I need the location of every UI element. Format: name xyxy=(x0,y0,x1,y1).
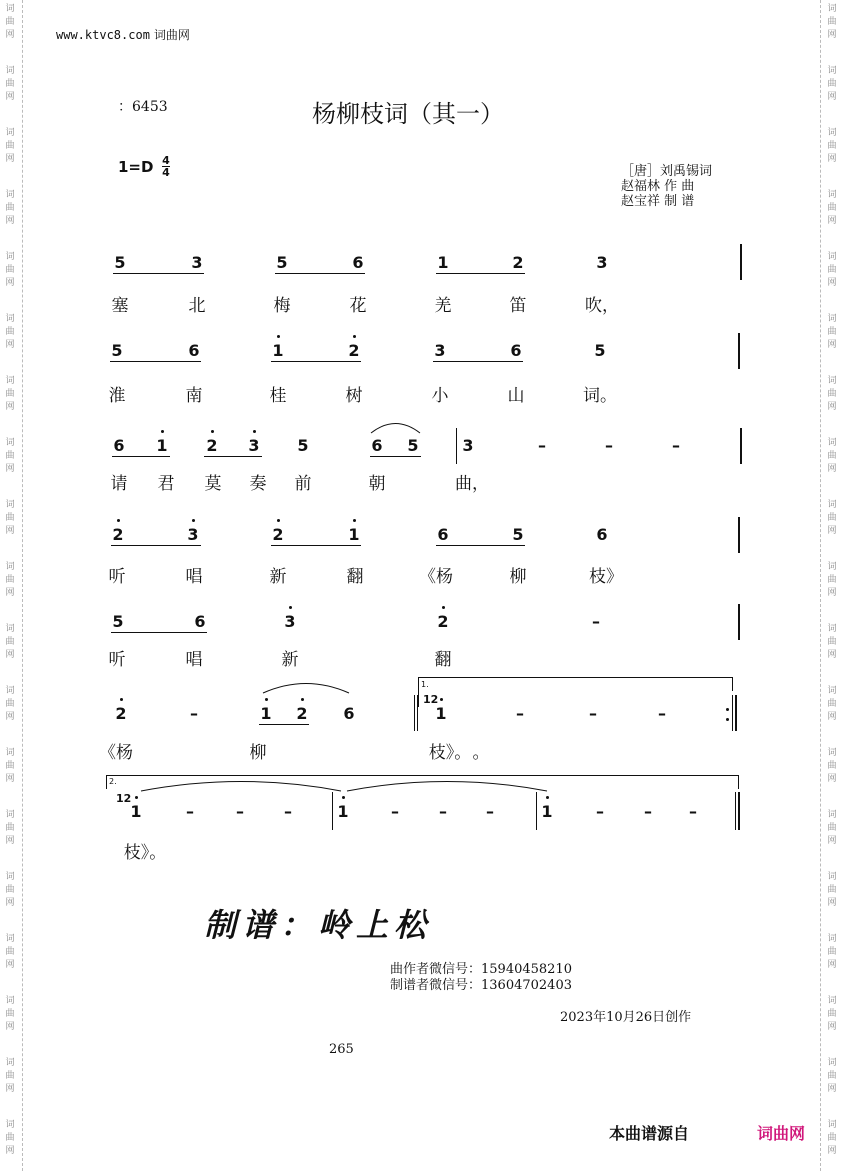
barline xyxy=(106,775,107,789)
octave-dot-high xyxy=(353,335,356,338)
watermark-char: 网 xyxy=(5,774,15,784)
barline xyxy=(456,428,457,464)
underline xyxy=(271,545,361,546)
note: 3 xyxy=(596,253,608,272)
watermark-char: 曲 xyxy=(827,1009,837,1019)
right-dashed-border xyxy=(820,0,821,1171)
lyric: 唱 xyxy=(185,650,203,670)
watermark-char: 词 xyxy=(5,810,15,820)
watermark-char: 网 xyxy=(5,92,15,102)
underline xyxy=(110,361,201,362)
note: 6 xyxy=(352,253,364,272)
watermark-char: 曲 xyxy=(827,761,837,771)
underline xyxy=(112,456,170,457)
watermark-char: 曲 xyxy=(5,885,15,895)
lyric-punct: 。 xyxy=(472,743,490,763)
watermark-char: 词 xyxy=(827,4,837,14)
lyric: 吹， xyxy=(585,296,619,316)
watermark-char: 词 xyxy=(827,500,837,510)
lyric: 花 xyxy=(349,296,367,316)
watermark-char: 曲 xyxy=(5,1133,15,1143)
note: 6 xyxy=(194,612,206,631)
wechat-info xyxy=(390,962,572,994)
watermark-char: 网 xyxy=(827,92,837,102)
watermark-char: 曲 xyxy=(5,389,15,399)
arranger-wechat: 制谱者微信号：13604702403 xyxy=(390,978,572,993)
note: 1 xyxy=(130,802,142,821)
barline xyxy=(738,333,740,369)
watermark-char: 曲 xyxy=(827,513,837,523)
watermark-char: 网 xyxy=(5,340,15,350)
watermark-char: 词 xyxy=(827,686,837,696)
grace-note: 12 xyxy=(116,792,132,805)
watermark-char: 网 xyxy=(5,650,15,660)
lyric: 梅 xyxy=(273,296,291,316)
note: – xyxy=(658,704,666,723)
underline xyxy=(111,545,201,546)
lyric: 枝》 xyxy=(589,567,623,587)
octave-dot-high xyxy=(342,796,345,799)
credits xyxy=(621,164,712,209)
underline xyxy=(433,361,523,362)
barline xyxy=(740,428,742,464)
barline xyxy=(735,792,736,830)
lyric: 听 xyxy=(108,567,126,587)
site-name: 词曲网 xyxy=(153,28,190,42)
watermark-char: 曲 xyxy=(5,327,15,337)
lyric: 听 xyxy=(108,650,126,670)
barline xyxy=(738,792,740,830)
note: – xyxy=(439,802,447,821)
watermark-char: 曲 xyxy=(827,823,837,833)
note: 2 xyxy=(512,253,524,272)
watermark-char: 词 xyxy=(827,376,837,386)
watermark-char: 词 xyxy=(827,1058,837,1068)
note: – xyxy=(516,704,524,723)
watermark-char: 网 xyxy=(827,30,837,40)
note: 3 xyxy=(434,341,446,360)
barline xyxy=(418,677,419,707)
watermark-char: 词 xyxy=(827,562,837,572)
lyric: 淮 xyxy=(108,386,126,406)
underline xyxy=(370,456,421,457)
note: 5 xyxy=(111,341,123,360)
note: 2 xyxy=(115,704,127,723)
octave-dot-high xyxy=(211,430,214,433)
watermark-char: 词 xyxy=(5,996,15,1006)
note: 5 xyxy=(297,436,309,455)
watermark-char: 词 xyxy=(827,810,837,820)
watermark-char: 曲 xyxy=(5,265,15,275)
lyric: 君 xyxy=(157,474,175,494)
watermark-char: 网 xyxy=(827,588,837,598)
watermark-char: 网 xyxy=(827,1022,837,1032)
note: 5 xyxy=(114,253,126,272)
barline xyxy=(414,695,415,731)
note: 1 xyxy=(272,341,284,360)
note: 6 xyxy=(371,436,383,455)
watermark-char: 词 xyxy=(5,1120,15,1130)
watermark-char: 词 xyxy=(827,66,837,76)
tie-arc xyxy=(370,420,421,434)
song-title: 杨柳枝词（其一） xyxy=(312,100,504,128)
note: 2 xyxy=(296,704,308,723)
watermark-char: 词 xyxy=(5,438,15,448)
watermark-char: 网 xyxy=(827,216,837,226)
watermark-char: 网 xyxy=(5,836,15,846)
lyric: 翻 xyxy=(434,650,452,670)
watermark-char: 词 xyxy=(5,1058,15,1068)
octave-dot-high xyxy=(265,698,268,701)
watermark-char: 词 xyxy=(5,872,15,882)
watermark-char: 词 xyxy=(5,314,15,324)
barline xyxy=(536,792,537,830)
octave-dot-high xyxy=(135,796,138,799)
note: – xyxy=(190,704,198,723)
page-number: 265 xyxy=(329,1042,354,1057)
watermark-char: 网 xyxy=(827,774,837,784)
tie-arc xyxy=(346,778,548,792)
watermark-char: 网 xyxy=(827,402,837,412)
watermark-char: 曲 xyxy=(827,1133,837,1143)
watermark-char: 曲 xyxy=(827,451,837,461)
underline xyxy=(436,545,525,546)
note: 3 xyxy=(462,436,474,455)
composer-wechat: 曲作者微信号：15940458210 xyxy=(390,962,572,977)
right-watermark-strip xyxy=(824,0,840,1171)
watermark-char: 曲 xyxy=(5,203,15,213)
watermark-char: 词 xyxy=(5,376,15,386)
creation-date: 2023年10月26日创作 xyxy=(560,1010,692,1025)
ending-label: 2. xyxy=(109,777,117,786)
watermark-char: 曲 xyxy=(827,79,837,89)
watermark-char: 曲 xyxy=(827,699,837,709)
octave-dot-high xyxy=(120,698,123,701)
watermark-char: 网 xyxy=(5,216,15,226)
octave-dot-high xyxy=(301,698,304,701)
score-number: ：6453 xyxy=(118,99,168,115)
underline xyxy=(275,273,365,274)
note: – xyxy=(605,436,613,455)
note: – xyxy=(284,802,292,821)
watermark-char: 词 xyxy=(827,996,837,1006)
note: – xyxy=(672,436,680,455)
note: 5 xyxy=(276,253,288,272)
watermark-char: 曲 xyxy=(5,17,15,27)
watermark-char: 网 xyxy=(5,898,15,908)
watermark-char: 网 xyxy=(5,30,15,40)
watermark-char: 网 xyxy=(827,836,837,846)
note: 6 xyxy=(343,704,355,723)
watermark-char: 词 xyxy=(5,686,15,696)
note: 6 xyxy=(596,525,608,544)
lyric: 《杨 xyxy=(99,743,133,763)
note: – xyxy=(186,802,194,821)
watermark-char: 曲 xyxy=(5,141,15,151)
note: 1 xyxy=(435,704,447,723)
key-signature: 1=D xyxy=(118,158,154,176)
note: – xyxy=(236,802,244,821)
note: – xyxy=(592,612,600,631)
watermark-char: 词 xyxy=(827,748,837,758)
meter-top: 4 xyxy=(162,154,170,167)
octave-dot-high xyxy=(277,519,280,522)
underline xyxy=(111,632,207,633)
note: 6 xyxy=(188,341,200,360)
tie-arc xyxy=(262,680,350,694)
note: 3 xyxy=(191,253,203,272)
watermark-char: 曲 xyxy=(5,637,15,647)
lyric: 翻 xyxy=(346,567,364,587)
lyric: 奏 xyxy=(249,474,267,494)
note: 5 xyxy=(594,341,606,360)
octave-dot-high xyxy=(161,430,164,433)
watermark-char: 词 xyxy=(827,438,837,448)
octave-dot-high xyxy=(353,519,356,522)
source-brand-link[interactable]: 词曲网 xyxy=(757,1124,806,1143)
note: – xyxy=(689,802,697,821)
ending-bracket xyxy=(106,775,739,776)
watermark-char: 词 xyxy=(5,4,15,14)
watermark-char: 曲 xyxy=(827,947,837,957)
note: 2 xyxy=(206,436,218,455)
watermark-char: 词 xyxy=(5,934,15,944)
octave-dot-high xyxy=(442,606,445,609)
watermark-char: 网 xyxy=(827,712,837,722)
watermark-char: 曲 xyxy=(5,699,15,709)
lyric: 山 xyxy=(507,386,525,406)
watermark-char: 曲 xyxy=(827,265,837,275)
watermark-char: 词 xyxy=(5,624,15,634)
lyric: 莫 xyxy=(204,474,222,494)
watermark-char: 网 xyxy=(5,588,15,598)
note: 1 xyxy=(260,704,272,723)
note: – xyxy=(391,802,399,821)
barline xyxy=(735,695,737,731)
lyric: 柳 xyxy=(249,743,267,763)
watermark-char: 曲 xyxy=(5,575,15,585)
watermark-char: 词 xyxy=(5,66,15,76)
watermark-char: 词 xyxy=(827,190,837,200)
barline xyxy=(732,677,733,691)
underline xyxy=(113,273,204,274)
watermark-char: 词 xyxy=(5,500,15,510)
left-watermark-strip xyxy=(2,0,18,1171)
watermark-char: 网 xyxy=(827,340,837,350)
repeat-dot xyxy=(726,708,729,711)
watermark-char: 曲 xyxy=(827,637,837,647)
watermark-char: 网 xyxy=(827,1084,837,1094)
note: 5 xyxy=(112,612,124,631)
note: 3 xyxy=(187,525,199,544)
lyric: 羌 xyxy=(434,296,452,316)
watermark-char: 曲 xyxy=(827,17,837,27)
note: 3 xyxy=(248,436,260,455)
watermark-char: 网 xyxy=(827,464,837,474)
tie-arc xyxy=(140,778,342,792)
watermark-char: 词 xyxy=(827,314,837,324)
note: 2 xyxy=(348,341,360,360)
lyric: 柳 xyxy=(509,567,527,587)
watermark-char: 网 xyxy=(5,526,15,536)
octave-dot-high xyxy=(546,796,549,799)
barline xyxy=(740,244,742,280)
watermark-char: 词 xyxy=(5,748,15,758)
watermark-char: 词 xyxy=(827,128,837,138)
lyric: 唱 xyxy=(185,567,203,587)
watermark-char: 曲 xyxy=(827,327,837,337)
watermark-char: 网 xyxy=(5,1146,15,1156)
watermark-char: 曲 xyxy=(5,513,15,523)
watermark-char: 曲 xyxy=(5,1071,15,1081)
watermark-char: 曲 xyxy=(5,79,15,89)
watermark-char: 词 xyxy=(5,252,15,262)
note: – xyxy=(538,436,546,455)
lyric: 请 xyxy=(110,474,128,494)
watermark-char: 曲 xyxy=(827,141,837,151)
lyric: 桂 xyxy=(269,386,287,406)
note: – xyxy=(644,802,652,821)
lyric: 《杨 xyxy=(419,567,453,587)
watermark-char: 网 xyxy=(827,154,837,164)
note: 1 xyxy=(337,802,349,821)
watermark-char: 词 xyxy=(827,252,837,262)
watermark-char: 词 xyxy=(5,128,15,138)
watermark-char: 网 xyxy=(5,1022,15,1032)
watermark-char: 曲 xyxy=(827,389,837,399)
lyric: 枝》。 xyxy=(123,843,167,863)
lyric: 枝》。 xyxy=(428,743,472,763)
watermark-char: 词 xyxy=(827,934,837,944)
note: 3 xyxy=(284,612,296,631)
credit-arranger: 赵宝祥 制 谱 xyxy=(621,194,695,209)
octave-dot-high xyxy=(289,606,292,609)
watermark-char: 网 xyxy=(827,526,837,536)
note: – xyxy=(596,802,604,821)
note: 2 xyxy=(112,525,124,544)
octave-dot-high xyxy=(117,519,120,522)
watermark-char: 词 xyxy=(5,190,15,200)
note: 1 xyxy=(156,436,168,455)
watermark-char: 网 xyxy=(827,278,837,288)
watermark-char: 曲 xyxy=(827,203,837,213)
underline xyxy=(259,724,309,725)
watermark-char: 词 xyxy=(827,872,837,882)
watermark-char: 词 xyxy=(827,1120,837,1130)
ending-label: 1. xyxy=(421,680,429,689)
note: 6 xyxy=(437,525,449,544)
note: 1 xyxy=(437,253,449,272)
barline xyxy=(738,604,740,640)
underline xyxy=(204,456,262,457)
note: – xyxy=(589,704,597,723)
note: 1 xyxy=(348,525,360,544)
barline xyxy=(738,775,739,789)
watermark-char: 曲 xyxy=(5,947,15,957)
note: 6 xyxy=(510,341,522,360)
watermark-char: 网 xyxy=(5,960,15,970)
barline xyxy=(738,517,740,553)
watermark-char: 词 xyxy=(5,562,15,572)
note: 2 xyxy=(272,525,284,544)
grace-note: 12 xyxy=(423,693,439,706)
underline xyxy=(436,273,525,274)
watermark-char: 曲 xyxy=(827,575,837,585)
lyric: 塞 xyxy=(111,296,129,316)
watermark-char: 网 xyxy=(5,712,15,722)
watermark-char: 曲 xyxy=(827,1071,837,1081)
note: 6 xyxy=(113,436,125,455)
lyric: 树 xyxy=(345,386,363,406)
watermark-char: 词 xyxy=(827,624,837,634)
meter-bottom: 4 xyxy=(162,166,170,179)
octave-dot-high xyxy=(440,698,443,701)
watermark-char: 网 xyxy=(5,1084,15,1094)
lyric: 北 xyxy=(188,296,206,316)
note: – xyxy=(486,802,494,821)
watermark-char: 曲 xyxy=(5,1009,15,1019)
watermark-char: 网 xyxy=(827,650,837,660)
note: 5 xyxy=(407,436,419,455)
repeat-dot xyxy=(726,718,729,721)
note: 1 xyxy=(541,802,553,821)
watermark-char: 曲 xyxy=(5,451,15,461)
watermark-char: 曲 xyxy=(827,885,837,895)
octave-dot-high xyxy=(253,430,256,433)
lyric: 新 xyxy=(269,567,287,587)
credit-composer: 赵福林 作 曲 xyxy=(621,179,695,194)
watermark-char: 网 xyxy=(5,154,15,164)
note: 2 xyxy=(437,612,449,631)
lyric: 词。 xyxy=(583,386,617,406)
lyric: 南 xyxy=(185,386,203,406)
watermark-char: 曲 xyxy=(5,761,15,771)
octave-dot-high xyxy=(192,519,195,522)
lyric: 小 xyxy=(431,386,449,406)
watermark-char: 网 xyxy=(827,1146,837,1156)
ending-bracket xyxy=(418,677,733,678)
credit-lyricist: ［唐］刘禹锡词 xyxy=(621,164,713,179)
underline xyxy=(271,361,361,362)
note: 5 xyxy=(512,525,524,544)
lyric: 曲， xyxy=(455,474,489,494)
watermark-char: 曲 xyxy=(5,823,15,833)
lyric: 新 xyxy=(281,650,299,670)
website-url[interactable]: www.ktvc8.com xyxy=(56,28,150,42)
lyric: 笛 xyxy=(509,296,527,316)
watermark-char: 网 xyxy=(827,960,837,970)
website-header[interactable] xyxy=(56,26,190,43)
lyric: 朝 xyxy=(368,474,386,494)
time-signature xyxy=(162,155,170,178)
source-label: 本曲谱源自 xyxy=(609,1124,690,1143)
watermark-char: 网 xyxy=(5,464,15,474)
barline xyxy=(732,695,733,731)
left-dashed-border xyxy=(22,0,23,1171)
barline xyxy=(332,792,333,830)
watermark-char: 网 xyxy=(5,278,15,288)
watermark-char: 网 xyxy=(5,402,15,412)
watermark-char: 网 xyxy=(827,898,837,908)
barline xyxy=(417,695,418,731)
octave-dot-high xyxy=(277,335,280,338)
maker-signature: 制谱：岭上松 xyxy=(204,906,433,944)
lyric: 前 xyxy=(294,474,312,494)
